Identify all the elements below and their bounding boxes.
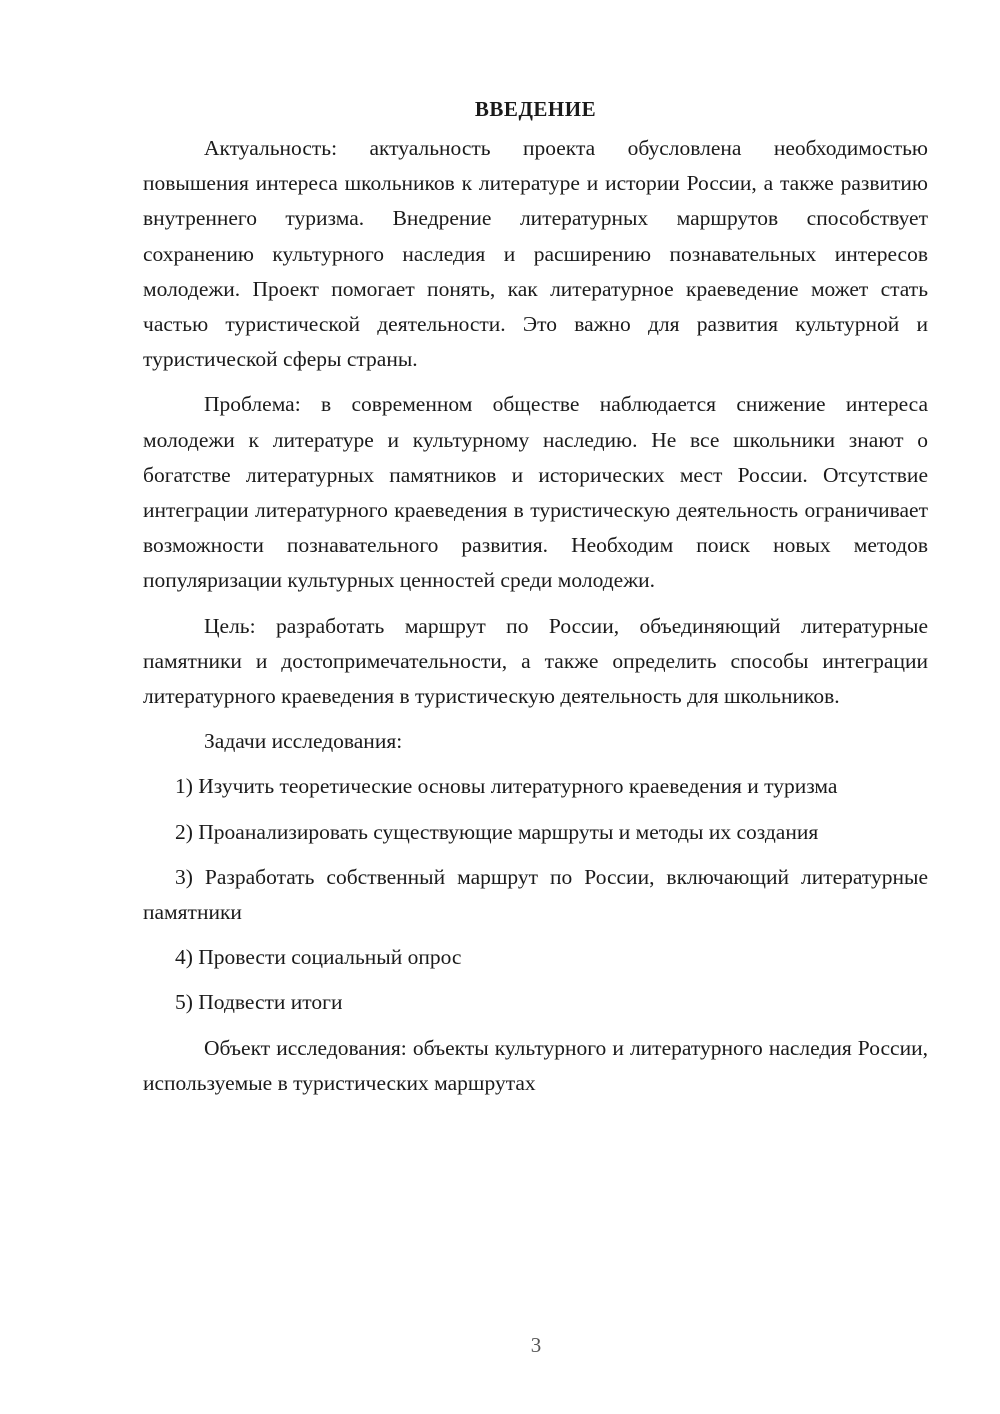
task-item: 4) Провести социальный опрос <box>175 945 462 970</box>
task-item: 1) Изучить теоретические основы литературного краеведения и туризма <box>175 774 838 799</box>
task-item: 3) Разработать собственный маршрут по России, включающий литературные памятники <box>143 864 928 925</box>
task-item: 5) Подвести итоги <box>175 990 343 1015</box>
task-item: 2) Проанализировать существующие маршруты и методы их создания <box>175 819 819 844</box>
page-number: 3 <box>530 1333 542 1357</box>
tasks-title: Задачи исследования: <box>204 729 403 754</box>
tasks-list <box>143 769 928 1020</box>
section-heading: ВВЕДЕНИЕ <box>474 97 597 121</box>
relevance-paragraph: Актуальность: актуальность проекта обусловлена необходимостью повышения интереса школьников к литературе и истории России, а также развитию внутреннего туризма. Внедрение литературных маршрутов способствует сохранению культурного наследия и расширению познавательных интересов молодежи. Проект помогает понять, как литературное краеведение может стать частью туристической деятельности. Это важно для развития культурной и туристической сферы страны. <box>143 136 928 372</box>
page-content <box>143 92 928 1111</box>
object-paragraph: Объект исследования: объекты культурного и литературного наследия России, используемые в туристических маршрутах <box>143 1035 928 1095</box>
problem-paragraph: Проблема: в современном обществе наблюдается снижение интереса молодежи к литературе и культурному наследию. Не все школьники знают о богатстве литературных памятников и исторических мест России. Отсутствие интеграции литературного краеведения в туристическую деятельность ограничивает возможности познавательного развития. Необходим поиск новых методов популяризации культурных ценностей среди молодежи. <box>143 392 928 593</box>
goal-paragraph: Цель: разработать маршрут по России, объединяющий литературные памятники и достопримечательности, а также определить способы интеграции литературного краеведения в туристическую деятельность для школьников. <box>143 613 928 709</box>
